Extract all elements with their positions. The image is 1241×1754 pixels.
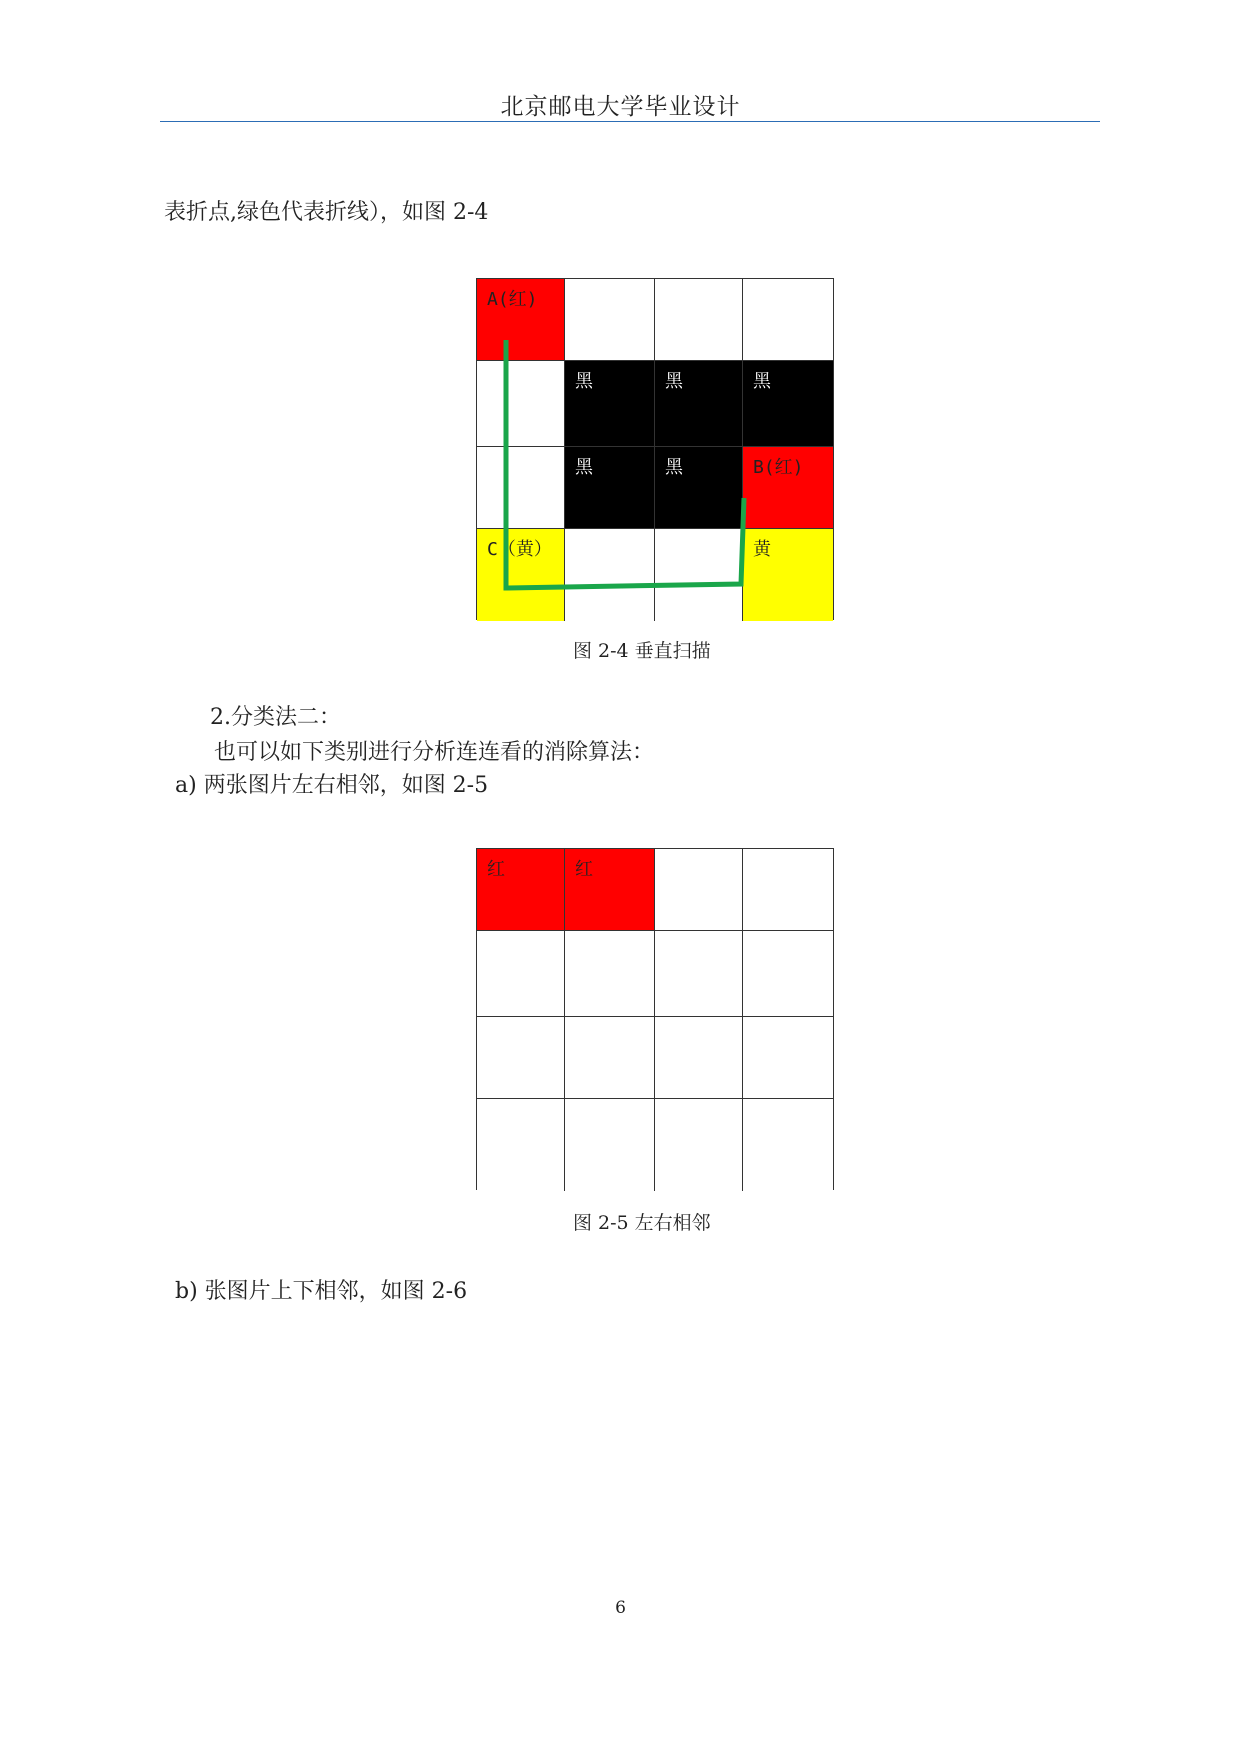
grid-cell (565, 931, 655, 1017)
grid-cell (565, 1017, 655, 1099)
grid-cell (743, 849, 833, 931)
page-number: 6 (615, 1598, 626, 1618)
grid-cell (655, 1099, 743, 1191)
cell-label: 黑 (575, 371, 593, 392)
figure-2-5-caption: 图 2-5 左右相邻 (573, 1212, 711, 1234)
figure-2-5-grid (476, 848, 834, 1190)
cell-label: 红 (575, 859, 593, 880)
section-title: 2.分类法二： (210, 705, 341, 730)
cell-label: 黄 (753, 539, 771, 560)
cell-label: 黑 (575, 457, 593, 478)
section-intro: 也可以如下类别进行分析连连看的消除算法： (214, 740, 655, 765)
grid-cell (477, 1099, 565, 1191)
grid-cell (655, 1017, 743, 1099)
page-header-title: 北京邮电大学毕业设计 (500, 94, 741, 120)
grid-cell (477, 1017, 565, 1099)
grid-cell (565, 849, 655, 931)
grid-cell (655, 849, 743, 931)
intro-paragraph: 表折点,绿色代表折线），如图 2-4 (164, 200, 489, 225)
grid-cell (565, 1099, 655, 1191)
cell-label: C（黄） (487, 539, 552, 560)
cell-label: B(红) (753, 457, 804, 478)
grid-cell (655, 931, 743, 1017)
cell-label: 黑 (753, 371, 771, 392)
figure-2-4-connection-path (476, 278, 834, 620)
grid-cell (743, 1017, 833, 1099)
grid-cell (477, 931, 565, 1017)
grid-cell (477, 849, 565, 931)
cell-label: A(红) (487, 289, 538, 310)
list-item-a: a) 两张图片左右相邻，如图 2-5 (175, 773, 489, 798)
cell-label: 黑 (665, 371, 683, 392)
figure-2-4-caption: 图 2-4 垂直扫描 (573, 640, 711, 662)
cell-label: 红 (487, 859, 505, 880)
header-divider (160, 121, 1100, 122)
grid-cell (743, 931, 833, 1017)
list-item-b: b) 张图片上下相邻，如图 2-6 (175, 1279, 468, 1304)
grid-cell (743, 1099, 833, 1191)
cell-label: 黑 (665, 457, 683, 478)
green-fold-line (506, 340, 744, 588)
